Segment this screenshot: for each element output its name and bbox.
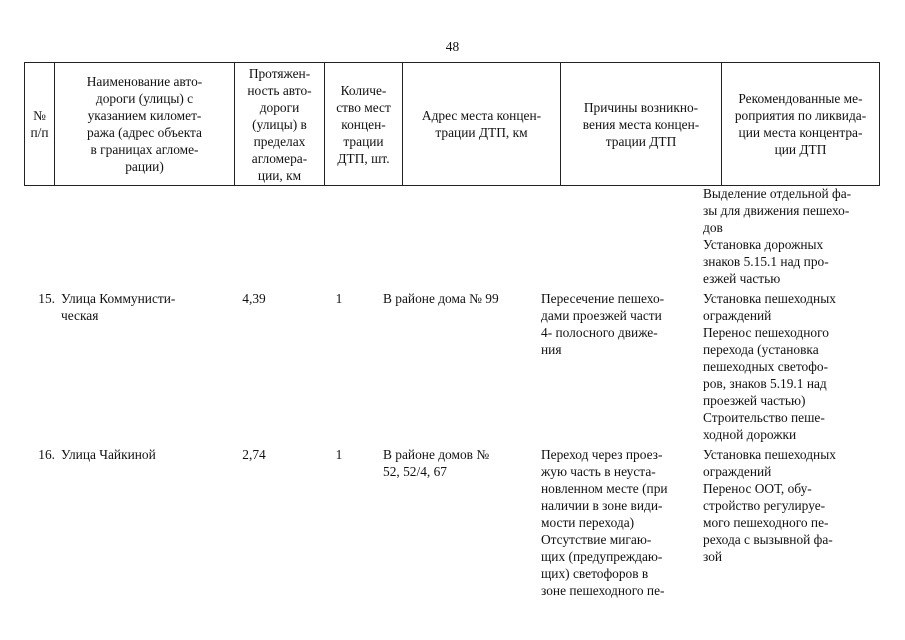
header-count: Количе- ство мест концен- трации ДТП, шт.: [325, 63, 403, 186]
table-header: [24, 62, 880, 186]
row-15-address: В районе дома № 99: [383, 291, 499, 306]
row-15-length: 4,39: [242, 291, 266, 306]
page-number: 48: [445, 39, 460, 54]
row-16-name: Улица Чайкиной: [61, 447, 156, 462]
header-road-name: Наименование авто- дороги (улицы) с указанием километ- ража (адрес объекта в границах агломе- рации): [55, 63, 235, 186]
header-causes: Причины возникно- вения места концен- трации ДТП: [561, 63, 722, 186]
row-16-length: 2,74: [242, 447, 266, 462]
row-15-count: 1: [335, 291, 343, 306]
header-num: № п/п: [25, 63, 55, 186]
row-15-measures: Установка пешеходных ограждений Перенос пешеходного перехода (установка пешеходных светофо- ров, знаков 5.19.1 над проезжей частью) Строительство пеше- ходной дорожки: [703, 291, 836, 442]
header-length: Протяжен- ность авто- дороги (улицы) в пределах агломера- ции, км: [235, 63, 325, 186]
header-address: Адрес места концен- трации ДТП, км: [403, 63, 561, 186]
header-measures: Рекомендованные ме- роприятия по ликвида- ции места концентра- ции ДТП: [722, 63, 880, 186]
row-16-count: 1: [335, 447, 343, 462]
row-16-num: 16.: [38, 447, 55, 462]
row-16-address: В районе домов № 52, 52/4, 67: [383, 447, 490, 479]
row-16-cause: Переход через проез- жую часть в неуста- новленном месте (при наличии в зоне види- мости перехода) Отсутствие мигаю- щих (предупреждаю- щих) светофоров в зоне пешеходного пе-: [541, 447, 668, 598]
row-16-measures: Установка пешеходных ограждений Перенос ООТ, обу- стройство регулируе- мого пешеходного пе- рехода с вызывной фа- зой: [703, 447, 836, 564]
row-15-cause: Пересечение пешехо- дами проезжей части 4- полосного движе- ния: [541, 291, 665, 357]
row-15-name: Улица Коммунисти- ческая: [61, 291, 176, 323]
continued-measures: Выделение отдельной фа- зы для движения пешехо- дов Установка дорожных знаков 5.15.1 над про- езжей частью: [703, 186, 852, 286]
row-15-num: 15.: [38, 291, 55, 306]
